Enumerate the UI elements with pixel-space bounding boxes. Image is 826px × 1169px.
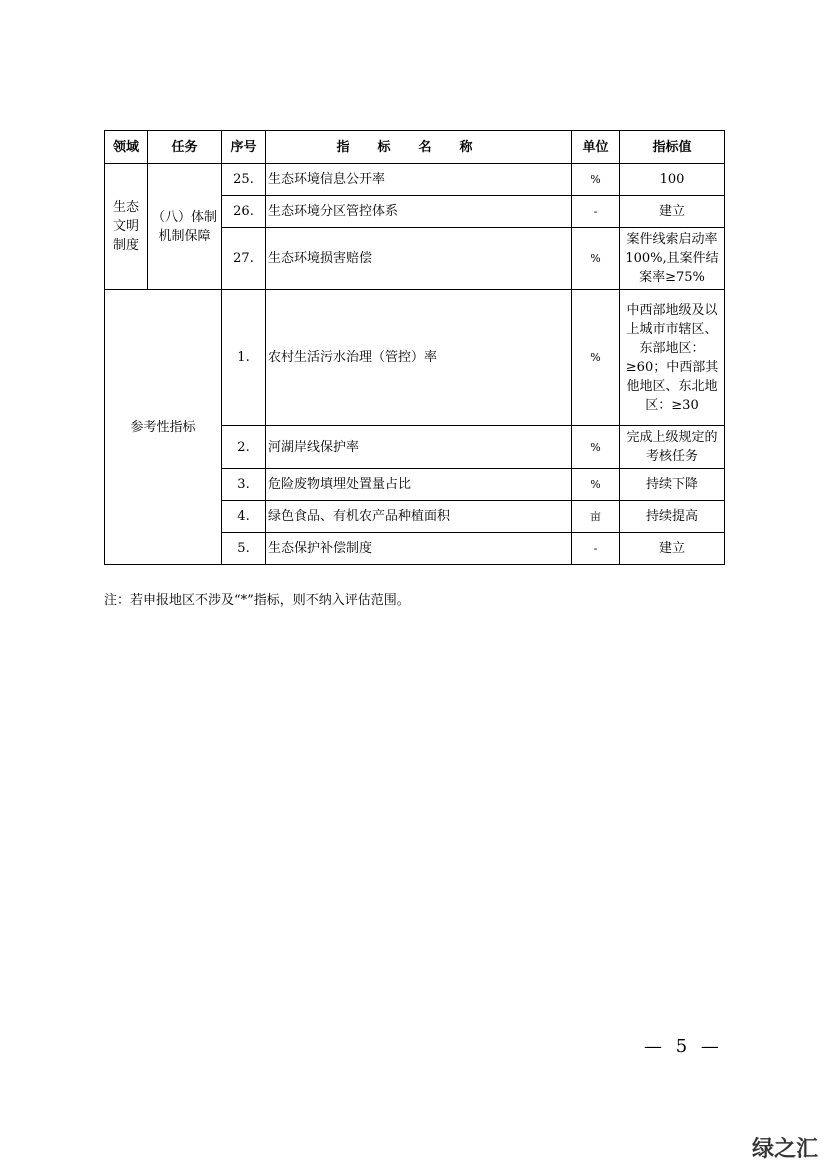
row-value: 100 [620, 164, 725, 196]
row-seq: 1. [222, 290, 266, 426]
group1-domain: 生态文明制度 [105, 164, 148, 290]
row-name: 生态环境信息公开率 [266, 164, 572, 196]
row-value: 完成上级规定的考核任务 [620, 426, 725, 469]
header-seq: 序号 [222, 131, 266, 164]
row-seq: 5. [222, 533, 266, 565]
row-unit: - [572, 196, 620, 228]
row-unit: 亩 [572, 501, 620, 533]
row-value: 建立 [620, 196, 725, 228]
row-name: 河湖岸线保护率 [266, 426, 572, 469]
row-seq: 2. [222, 426, 266, 469]
row-unit: % [572, 164, 620, 196]
header-value: 指标值 [620, 131, 725, 164]
row-seq: 3. [222, 469, 266, 501]
row-name: 绿色食品、有机农产品种植面积 [266, 501, 572, 533]
row-unit: % [572, 426, 620, 469]
indicator-table [104, 130, 725, 565]
row-seq: 4. [222, 501, 266, 533]
row-name: 生态环境损害赔偿 [266, 228, 572, 290]
group1-task: （八）体制机制保障 [148, 164, 222, 290]
row-seq: 25. [222, 164, 266, 196]
row-name: 危险废物填埋处置量占比 [266, 469, 572, 501]
row-unit: % [572, 469, 620, 501]
header-unit: 单位 [572, 131, 620, 164]
table-row [105, 290, 725, 426]
row-unit: % [572, 228, 620, 290]
header-name: 指标名称 [266, 131, 572, 164]
page-number: — 5 — [644, 1036, 723, 1057]
row-value: 持续下降 [620, 469, 725, 501]
table-header-row [105, 131, 725, 164]
row-value: 中西部地级及以上城市市辖区、东部地区：≥60；中西部其他地区、东北地区：≥30 [620, 290, 725, 426]
footnote: 注：若申报地区不涉及“*”指标，则不纳入评估范围。 [104, 593, 410, 608]
row-name: 生态环境分区管控体系 [266, 196, 572, 228]
row-name: 农村生活污水治理（管控）率 [266, 290, 572, 426]
row-value: 建立 [620, 533, 725, 565]
header-task: 任务 [148, 131, 222, 164]
row-seq: 27. [222, 228, 266, 290]
header-domain: 领域 [105, 131, 148, 164]
watermark-logo: 绿之汇 [751, 1137, 818, 1162]
row-unit: % [572, 290, 620, 426]
group2-domain: 参考性指标 [105, 290, 222, 565]
row-unit: - [572, 533, 620, 565]
row-seq: 26. [222, 196, 266, 228]
row-name: 生态保护补偿制度 [266, 533, 572, 565]
row-value: 案件线索启动率100%,且案件结案率≥75% [620, 228, 725, 290]
table-row [105, 164, 725, 196]
row-value: 持续提高 [620, 501, 725, 533]
